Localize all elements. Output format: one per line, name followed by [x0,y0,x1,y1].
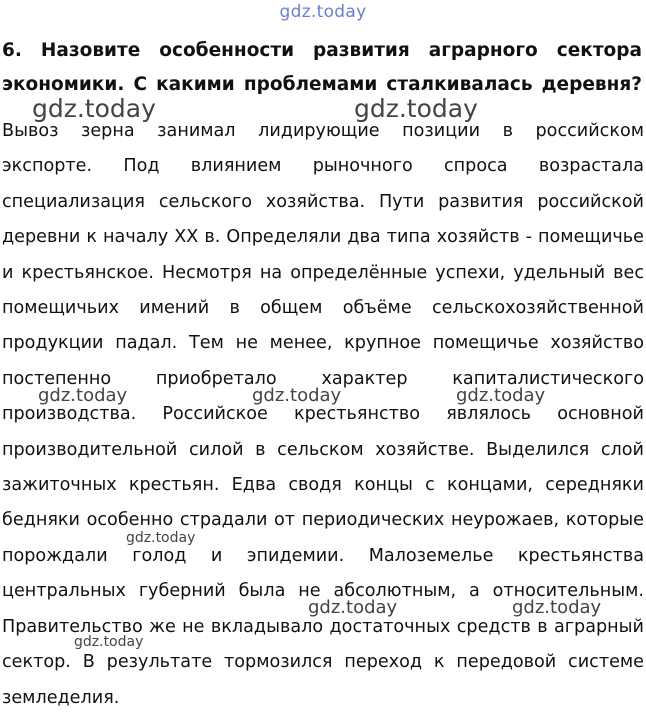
watermark: gdz.today [354,94,478,123]
answer-text [2,114,644,716]
question-heading [2,34,642,102]
answer-line: производства. Российское крестьянство являлось основной [2,404,644,425]
watermark: gdz.today [456,385,546,406]
answer-line: сектор. В результате тормозился переход к передовой системе [2,652,644,673]
watermark: gdz.today [74,634,144,650]
answer-line: постепенно приобретало характер капиталистического [2,368,644,389]
watermark: gdz.today [38,385,128,406]
watermark: gdz.today [512,597,602,618]
site-logo-watermark: gdz.today [279,2,367,22]
watermark: gdz.today [32,94,156,123]
watermark: gdz.today [308,597,398,618]
watermark: gdz.today [126,530,196,546]
answer-line: продукции падал. Тем не менее, крупное помещичье хозяйство [2,333,644,354]
answer-line: помещичьих имений в общем объёме сельскохозяйственной [2,298,644,319]
answer-line: специализация сельского хозяйства. Пути развития российской [2,191,644,212]
answer-line: порождали голод и эпидемии. Малоземелье крестьянства [2,545,644,566]
question-line: экономики. С какими проблемами сталкивалась деревня? [2,74,642,95]
answer-line: производительной силой в сельском хозяйстве. Выделился слой [2,439,644,460]
answer-line: земледелия. [2,687,120,708]
answer-line: центральных губерний была не абсолютным, а относительным. [2,581,644,602]
watermark: gdz.today [252,385,342,406]
answer-line: деревни к началу XX в. Определяли два типа хозяйств - помещичье [2,227,644,248]
answer-line: Вывоз зерна занимал лидирующие позиции в российском [2,121,644,141]
answer-line: и крестьянское. Несмотря на определённые успехи, удельный вес [2,262,644,283]
answer-line: Правительство же не вкладывало достаточных средств в аграрный [2,616,644,637]
answer-line: экспорте. Под влиянием рыночного спроса возрастала [2,156,644,177]
question-line: 6. Назовите особенности развития аграрного сектора [2,40,642,61]
answer-line: зажиточных крестьян. Едва сводя концы с концами, середняки [2,475,644,496]
answer-line: бедняки особенно страдали от периодических неурожаев, которые [2,510,644,531]
